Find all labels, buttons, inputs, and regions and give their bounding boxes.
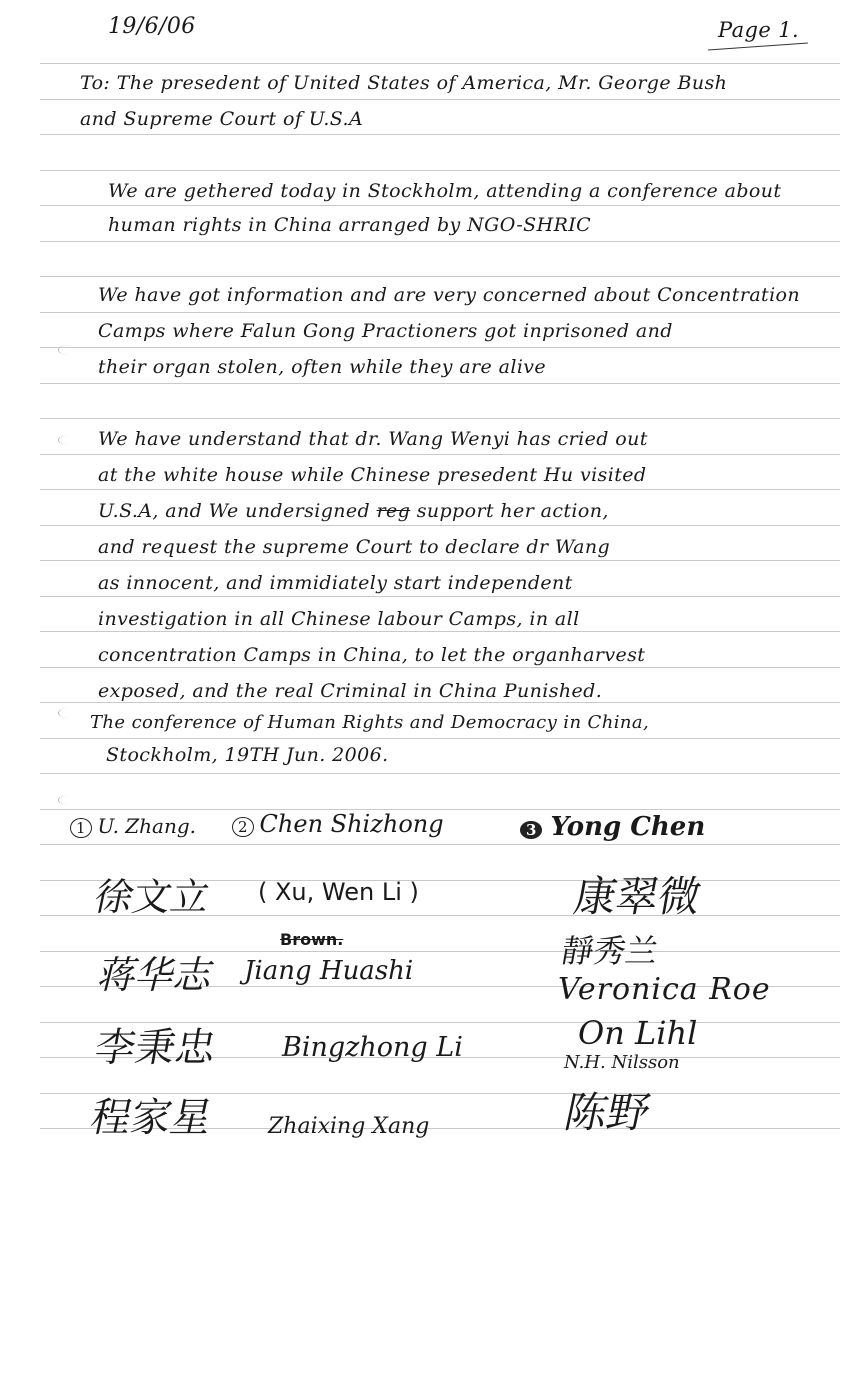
paragraph3-line3 [98, 500, 609, 522]
ruled-line [40, 241, 840, 242]
signature-2-name: Chen Shizhong [259, 810, 444, 838]
paragraph3-line7: concentration Camps in China, to let the organharvest [98, 644, 646, 666]
signature-nilsson-name: N.H. Nilsson [564, 1052, 680, 1073]
paragraph3-line8: exposed, and the real Criminal in China Punished. [98, 680, 603, 702]
ruled-line [40, 454, 840, 455]
paragraph1-line1: We are gethered today in Stockholm, attending a conference about [108, 180, 782, 202]
signature-number-3: 3 [520, 821, 542, 839]
ruled-line [40, 312, 840, 313]
closing-line1: The conference of Human Rights and Democracy in China, [90, 712, 650, 733]
ruled-line [40, 418, 840, 419]
ruled-line [40, 276, 840, 277]
punch-hole-mark [58, 435, 77, 445]
signature-jiang-chinese: 蒋华志 [93, 953, 219, 997]
ruled-line [40, 844, 840, 845]
address-line-2: and Supreme Court of U.S.A [80, 108, 364, 130]
punch-hole-mark [58, 345, 77, 355]
signature-3-name: Yong Chen [550, 812, 706, 842]
ruled-line [40, 702, 840, 703]
ruled-line [40, 667, 840, 668]
ruled-line [40, 489, 840, 490]
paragraph3-line1: We have understand that dr. Wang Wenyi has cried out [98, 428, 648, 450]
signature-chen-chinese: 陈野 [560, 1088, 655, 1137]
struck-name-brown: Brown. [280, 930, 344, 949]
ruled-line [40, 383, 840, 384]
paragraph1-line2: human rights in China arranged by NGO-SHRIC [108, 214, 592, 236]
ruled-line [40, 205, 840, 206]
signature-number-2: 2 [232, 817, 254, 837]
ruled-line [40, 560, 840, 561]
ruled-line [40, 347, 840, 348]
ruled-line [40, 631, 840, 632]
signature-kang-chinese: 康翠微 [570, 872, 705, 921]
signature-zhang-chinese: 程家星 [86, 1095, 217, 1141]
paragraph3-line6: investigation in all Chinese labour Camps, in all [98, 608, 580, 630]
signature-jiang-latin: Jiang Huashi [244, 956, 414, 986]
signature-veronica: Veronica Roe [558, 972, 771, 1007]
signature-jing-chinese: 靜秀兰 [558, 932, 662, 970]
letter-date: 19/6/06 [108, 14, 196, 39]
signature-li-chinese: 李秉忠 [91, 1025, 220, 1071]
signature-nilsson-scrawl: On Lihl [578, 1014, 698, 1052]
signature-1 [70, 814, 196, 838]
paragraph2-line2: Camps where Falun Gong Practioners got inprisoned and [98, 320, 673, 342]
ruled-line [40, 99, 840, 100]
paragraph2-line3: their organ stolen, often while they are alive [98, 356, 547, 378]
closing-line2: Stockholm, 19TH Jun. 2006. [106, 744, 389, 766]
ruled-line [40, 596, 840, 597]
signature-xu-latin: ( Xu, Wen Li ) [258, 878, 419, 906]
punch-hole-mark [58, 708, 77, 718]
punch-hole-mark [58, 795, 77, 805]
ruled-line [40, 63, 840, 64]
signature-3 [520, 812, 705, 842]
paragraph3-line4: and request the supreme Court to declare dr Wang [98, 536, 611, 558]
signature-li-latin: Bingzhong Li [282, 1032, 463, 1063]
paragraph3-line3-end: support her action, [410, 500, 609, 522]
ruled-line [40, 738, 840, 739]
signature-xu-chinese: 徐文立 [90, 875, 214, 919]
paragraph2-line1: We have got information and are very concerned about Concentration [98, 284, 801, 306]
signature-1-name: U. Zhang. [97, 814, 197, 838]
signature-zhang-latin: Zhaixing Xang [268, 1114, 430, 1139]
ruled-line [40, 525, 840, 526]
address-line-1: To: The presedent of United States of America, Mr. George Bush [80, 72, 728, 94]
paragraph3-line2: at the white house while Chinese presedent Hu visited [98, 464, 647, 486]
signature-number-1: 1 [70, 818, 92, 838]
ruled-line [40, 134, 840, 135]
ruled-line [40, 170, 840, 171]
struck-word: reg [376, 500, 411, 522]
ruled-line [40, 773, 840, 774]
paragraph3-line3-start: U.S.A, and We undersigned [98, 500, 377, 522]
signature-2 [232, 810, 444, 838]
paragraph3-line5: as innocent, and immidiately start independent [98, 572, 573, 594]
page-number: Page 1. [718, 18, 800, 42]
